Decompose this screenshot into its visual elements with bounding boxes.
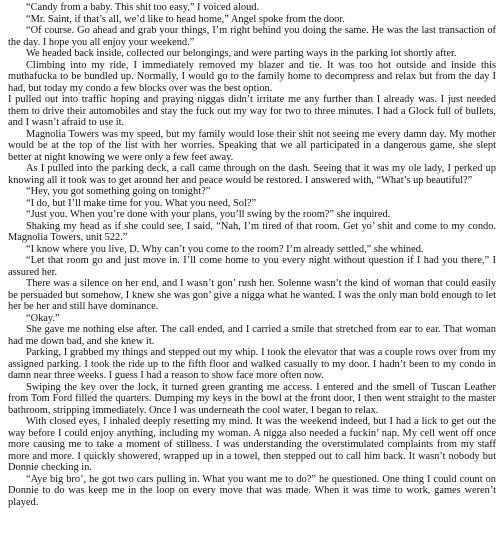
paragraph-20: With closed eyes, I inhaled deeply resetting my mind. It was the weekend indeed, but I had a lick to get out the way before I could enjoy anything, including my woman. A nigga also needed a fuckin’ nap. My cell went off once more causing me to take a moment of stillness. I was understanding the overstimulated complaints from my staff more and more. I quickly showered, wrapped up in a towel, then stepped out to call him back. It wasn’t nobody but Donnie checking in. <box>8 416 496 473</box>
paragraph-8: As I pulled into the parking deck, a call came through on the dash. Seeing that it was my ole lady, I perked up knowing all it took was to get around her and peace would be restored. I answered with, “What’s up beautiful?” <box>8 163 496 186</box>
paragraph-3: “Of course. Go ahead and grab your things, I’m right behind you doing the same. He was the last transaction of the day. I hope you all enjoy your weekend.” <box>8 25 496 48</box>
paragraph-7: Magnolia Towers was my speed, but my family would lose their shit not seeing me every damn day. My mother would be at the top of the list with her worries. Speaking that we all participated in a dangerous game, she slept better at night knowing we were only a few feet away. <box>8 128 496 163</box>
paragraph-17: She gave me nothing else after. The call ended, and I carried a smile that stretched from ear to ear. That woman had me down bad, and she knew it. <box>8 324 496 347</box>
paragraph-1: “Candy from a baby. This shit too easy,” I voiced aloud. <box>26 2 260 13</box>
paragraph-13: “I know where you live, D. Why can’t you come to the room? I’m already settled,” she whined. <box>26 243 424 255</box>
paragraph-5: Climbing into my ride, I immediately removed my blazer and tie. It was too hot outside and inside this muthafucka to be bundled up. Normally, I would go to the family home to decompress and relax but from the day I had, but today my condo a few blocks over was the best option. <box>8 59 496 94</box>
paragraph-18: Parking, I grabbed my things and stepped out my whip. I took the elevator that was a couple rows over from my assigned parking. I took the ride up to the fifth floor and walked casually to my door. I hadn’t been to my condo in damn near three weeks. I guess I had a reason to show face more often now. <box>8 347 496 381</box>
paragraph-10: “I do, but I’ll make time for you. What you need, Sol?” <box>26 197 257 209</box>
paragraph-9: “Hey, you got something going on tonight?” <box>26 186 211 197</box>
paragraph-15: There was a silence on her end, and I wasn’t gon’ rush her. Solenne wasn’t the kind of woman that could easily be persuaded but somehow, I knew she was gon’ give a nigga what he wanted. I was the only man bold enough to let her be her and still have dominance. <box>8 278 496 312</box>
paragraph-16: “Okay.” <box>26 312 60 324</box>
paragraph-2: “Mr. Saint, if that’s all, we’d like to head home,” Angel spoke from the door. <box>26 13 345 25</box>
paragraph-14: “Let that room go and just move in. I’ll come home to you every night without question if I had you there,” I assured her. <box>8 255 496 278</box>
paragraph-4: We headed back inside, collected our belongings, and were parting ways in the parking lot shortly after. <box>26 48 457 59</box>
paragraph-19: Swiping the key over the lock, it turned green granting me access. I entered and the smell of Tuscan Leather from Tom Ford filled the quarters. Dumping my keys in the bowl at the front door, I then went straight to the master bathroom, stripping immediately. Once I was underneath the cool water, I began to relax. <box>8 381 496 416</box>
paragraph-11: “Just you. When you’re done with your plans, you’ll swing by the room?” she inquired. <box>26 209 391 220</box>
paragraph-12: Shaking my head as if she could see, I said, “Nah, I’m tired of that room. Get yo’ shit and come to my condo. Magnolia Towers, unit 522.” <box>8 220 496 243</box>
paragraph-21: “Aye big bro’, he got two cars pulling in. What you want me to do?” he questioned. One thing I could count on Donnie to do was keep me in the loop on every move that was made. When it was time to work, games weren’t played. <box>8 473 496 508</box>
paragraph-6: I pulled out into traffic hoping and praying niggas didn’t irritate me any further than I already was. I just needed them to drive their automobiles and stay the fuck out my way for two to three minutes. I had a Glock full of bullets, and I wasn’t afraid to use it. <box>8 94 496 128</box>
